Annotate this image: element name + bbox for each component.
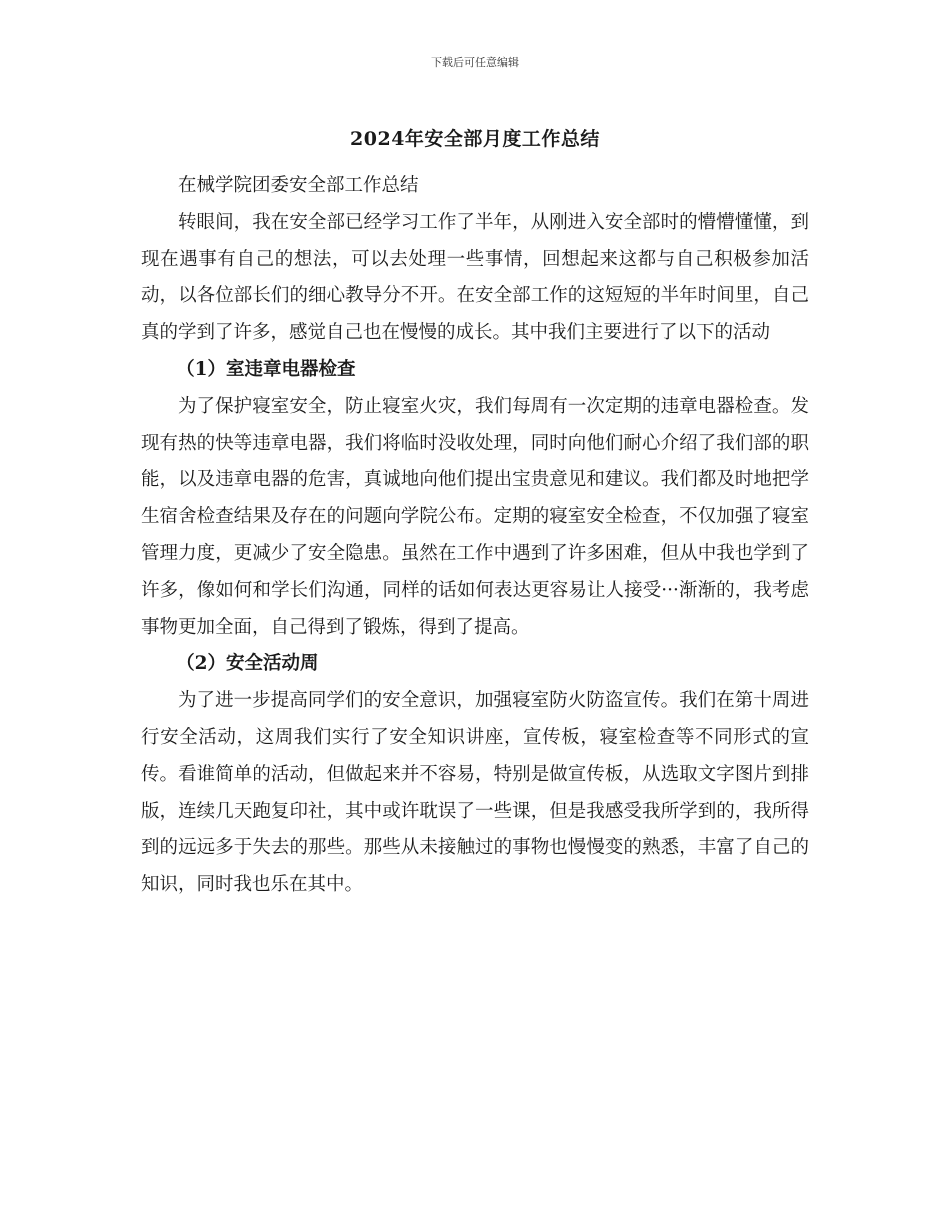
intro-line: 在械学院团委安全部工作总结: [178, 175, 419, 196]
section-1-heading: （1）室违章电器检查: [176, 358, 356, 380]
document-title: 2024年安全部月度工作总结: [350, 128, 600, 150]
section-2-heading: （2）安全活动周: [176, 653, 319, 675]
section-1-text: 为了保护寝室安全，防止寝室火灾，我们每周有一次定期的违章电器检查。发现有热的快等违章电器，我们将临时没收处理，同时向他们耐心介绍了我们部的职能，以及违章电器的危害，真诚地向他们提出宝贵意见和建议。我们都及时地把学生宿舍检查结果及存在的问题向学院公布。定期的寝室安全检查，不仅加强了寝室管理力度，更减少了安全隐患。虽然在工作中遇到了许多困难，但从中我也学到了许多，像如何和学长们沟通，同样的话如何表达更容易让人接受···渐渐的，我考虑事物更加全面，自己得到了锻炼，得到了提高。: [141, 395, 809, 638]
header-note: 下载后可任意编辑: [431, 56, 519, 69]
paragraph-1: 转眼间，我在安全部已经学习工作了半年，从刚进入安全部时的懵懵懂懂，到现在遇事有自己的想法，可以去处理一些事情，回想起来这都与自己积极参加活动，以各位部长们的细心教导分不开。在安全部工作的这短短的半年时间里，自己真的学到了许多，感觉自己也在慢慢的成长。其中我们主要进行了以下的活动: [141, 211, 809, 344]
document-body: [141, 168, 809, 904]
section-2-text: 为了进一步提高同学们的安全意识，加强寝室防火防盗宣传。我们在第十周进行安全活动，这周我们实行了安全知识讲座，宣传板，寝室检查等不同形式的宣传。看谁简单的活动，但做起来并不容易，特别是做宣传板，从选取文字图片到排版，连续几天跑复印社，其中或许耽误了一些课，但是我感受我所学到的，我所得到的远远多于失去的那些。那些从未接触过的事物也慢慢变的熟悉，丰富了自己的知识，同时我也乐在其中。: [141, 690, 809, 896]
